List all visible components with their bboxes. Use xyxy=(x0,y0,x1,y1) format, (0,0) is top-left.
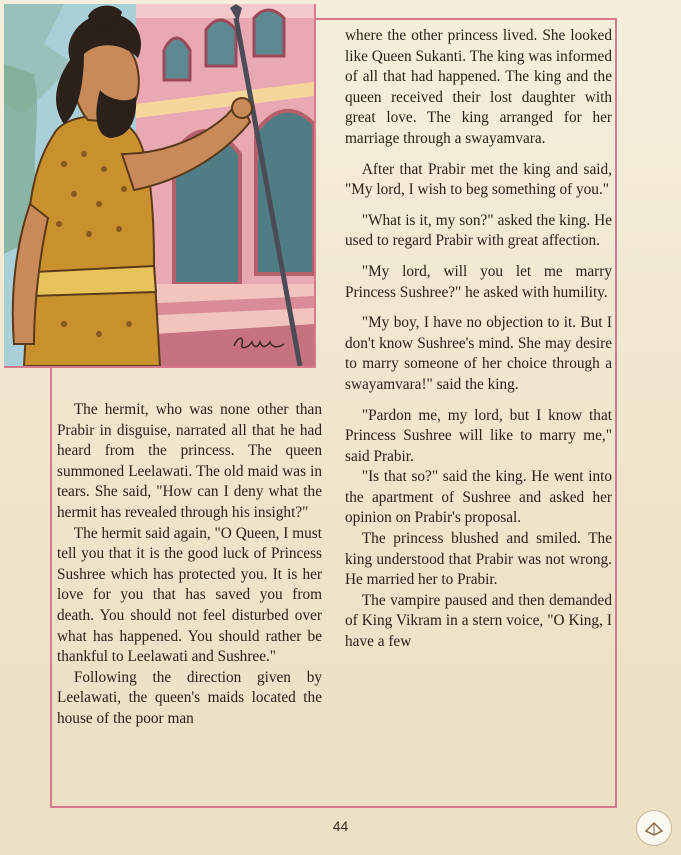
left-paragraph-1: The hermit, who was none other than Prabir in disguise, narrated all that he had heard from the princess. The queen summoned Leelawati. The old maid was in tears. She said, "How can I deny what the hermit has revealed through his insight?" xyxy=(57,401,322,521)
left-text-column xyxy=(57,400,322,730)
scanner-logo-badge xyxy=(636,810,672,846)
right-paragraph-4: "My lord, will you let me marry Princess Sushree?" he asked with humility. xyxy=(345,262,612,301)
left-paragraph-2: The hermit said again, "O Queen, I must tell you that it is the good luck of Princess Sushree which has protected you. It is her love for you that has saved you from death. You should not feel disturbed over what has happened. You should rather be thankful to Leelawati and Sushree." xyxy=(57,524,322,666)
frame-bottom-line xyxy=(50,806,617,808)
book-logo-icon xyxy=(637,811,671,845)
right-paragraph-7: "Is that so?" said the king. He went into the apartment of Sushree and asked her opinion on Prabir's proposal. xyxy=(345,468,612,527)
artist-signature-sankar xyxy=(230,332,290,354)
right-paragraph-1: where the other princess lived. She looked like Queen Sukanti. The king was informed of all that had happened. The king and the queen received their lost daughter with great love. The king arranged for her marriage through a swayamvara. xyxy=(345,27,612,147)
page-number: 44 xyxy=(332,818,349,834)
frame-top-line xyxy=(314,18,616,20)
frame-left-line xyxy=(50,366,52,808)
right-paragraph-6: "Pardon me, my lord, but I know that Princess Sushree will like to marry me," said Prabir. xyxy=(345,406,612,465)
right-paragraph-8: The princess blushed and smiled. The king understood that Prabir was not wrong. He married her to Prabir. xyxy=(345,530,612,589)
right-paragraph-2: After that Prabir met the king and said, "My lord, I wish to beg something of you." xyxy=(345,160,612,199)
right-paragraph-9: The vampire paused and then demanded of King Vikram in a stern voice, "O King, I have a few xyxy=(345,591,612,651)
right-paragraph-3: "What is it, my son?" asked the king. He used to regard Prabir with great affection. xyxy=(345,211,612,250)
frame-right-line xyxy=(615,18,617,808)
left-paragraph-3: Following the direction given by Leelawati, the queen's maids located the house of the poor man xyxy=(57,668,322,727)
hermit-illustration xyxy=(4,4,316,368)
right-text-column xyxy=(345,26,612,653)
right-paragraph-5: "My boy, I have no objection to it. But I don't know Sushree's mind. She may desire to marry someone of her choice through a swayamvara!" said the king. xyxy=(345,314,612,393)
